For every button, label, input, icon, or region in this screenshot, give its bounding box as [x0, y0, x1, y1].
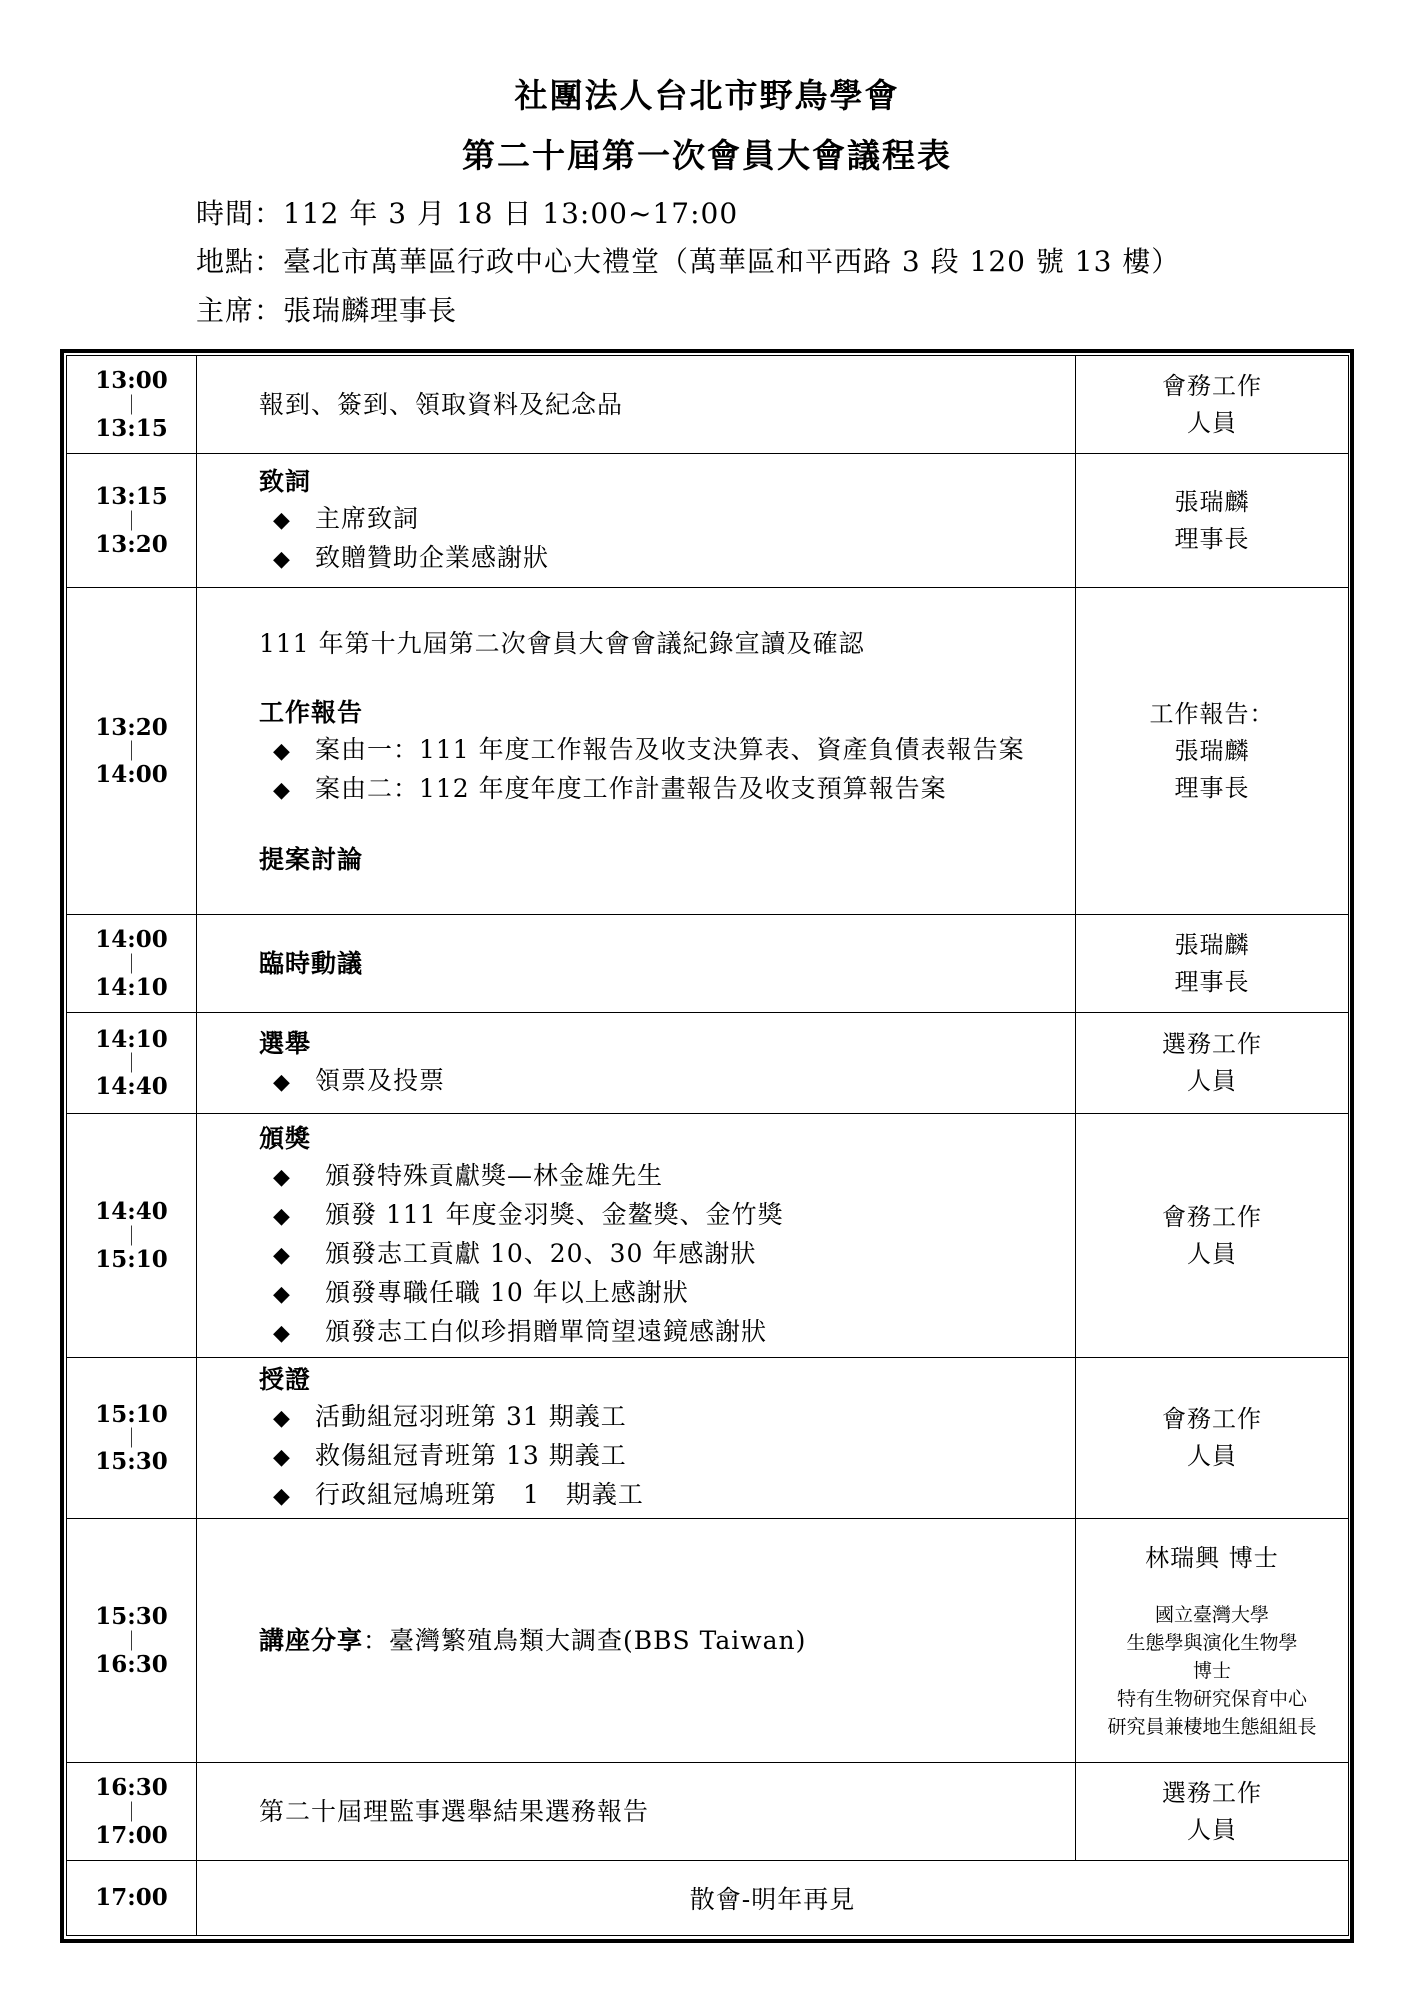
agenda-row [67, 1519, 1349, 1763]
agenda-row [67, 915, 1349, 1013]
list-item: ◆ 救傷組冠青班第 13 期義工 [259, 1437, 1075, 1476]
person-line: 理事長 [1174, 773, 1250, 802]
item-text: 報到、簽到、領取資料及紀念品 [259, 390, 624, 419]
person-line: 張瑞麟 [1174, 736, 1250, 765]
person-line: 工作報告： [1149, 699, 1275, 728]
diamond-bullet-icon: ◆ [273, 508, 291, 533]
time-cell [67, 588, 197, 915]
agenda-row [67, 588, 1349, 915]
time-separator: ｜ [121, 1051, 142, 1075]
start-time: 15:30 [95, 1603, 168, 1631]
end-time: 13:15 [95, 414, 168, 442]
person-cell [1076, 1763, 1349, 1861]
time-separator: ｜ [121, 1426, 142, 1450]
speaker-detail: 國立臺灣大學 [1154, 1604, 1269, 1626]
person-line: 會務工作 [1162, 371, 1262, 400]
item-cell [197, 1114, 1076, 1358]
list-item: ◆ 頒發志工貢獻 10、20、30 年感謝狀 [259, 1235, 1075, 1274]
end-time: 14:00 [95, 761, 168, 788]
speaker-detail: 博士 [1192, 1660, 1231, 1682]
list-item: ◆ 行政組冠鳩班第 1 期義工 [259, 1476, 1075, 1515]
start-time: 13:00 [95, 367, 168, 395]
person-line: 會務工作 [1162, 1202, 1262, 1231]
agenda-row [67, 1114, 1349, 1358]
diamond-bullet-icon: ◆ [273, 1320, 291, 1346]
agenda-row [67, 1358, 1349, 1519]
closing-text: 散會-明年再見 [689, 1885, 856, 1914]
person-line: 人員 [1187, 1442, 1237, 1470]
end-time: 17:00 [95, 1821, 168, 1849]
start-time: 14:00 [95, 926, 168, 954]
diamond-bullet-icon: ◆ [273, 1445, 291, 1470]
person-cell [1076, 1013, 1349, 1114]
list-item: ◆ 頒發志工白似珍捐贈單筒望遠鏡感謝狀 [259, 1313, 1075, 1352]
item-heading: 講座分享 [259, 1626, 364, 1655]
time-cell [67, 454, 197, 588]
agenda-row [67, 1013, 1349, 1114]
person-line: 張瑞麟 [1174, 930, 1250, 959]
start-time: 14:10 [95, 1025, 168, 1053]
time-separator: ｜ [121, 951, 142, 976]
time-cell [67, 1763, 197, 1861]
item-cell [197, 588, 1076, 915]
person-cell [1076, 454, 1349, 588]
time-separator: ｜ [121, 1628, 142, 1653]
closing-cell [197, 1861, 1349, 1936]
agenda-row [67, 1861, 1349, 1936]
speaker-detail: 特有生物研究保育中心 [1116, 1688, 1307, 1710]
item-heading: 臨時動議 [259, 949, 364, 978]
list-item: ◆ 案由二：112 年度年度工作計畫報告及收支預算報告案 [259, 770, 1075, 809]
start-time: 15:10 [95, 1400, 168, 1428]
item-text: 111 年第十九屆第二次會員大會會議紀錄宣讀及確認 [259, 628, 865, 658]
person-cell [1076, 915, 1349, 1013]
time-cell [67, 1114, 197, 1358]
person-line: 人員 [1187, 1815, 1237, 1844]
list-item: ◆ 主席致詞 [259, 500, 1075, 539]
time-separator: ｜ [121, 508, 142, 533]
item-heading: 工作報告 [259, 697, 364, 727]
time-cell [67, 915, 197, 1013]
speaker-detail: 生態學與演化生物學 [1126, 1632, 1298, 1654]
lecture-topic: ：臺灣繁殖鳥類大調查(BBS Taiwan) [363, 1626, 807, 1655]
item-text [259, 1622, 1075, 1659]
end-time: 14:10 [95, 973, 168, 1001]
item-heading: 頒獎 [259, 1123, 312, 1153]
speaker-name: 林瑞興 博士 [1145, 1544, 1279, 1572]
time-cell [67, 356, 197, 454]
diamond-bullet-icon: ◆ [273, 1406, 291, 1431]
list-item: ◆ 頒發 111 年度金羽獎、金鳌獎、金竹獎 [259, 1196, 1075, 1235]
item-heading: 提案討論 [259, 844, 364, 874]
agenda-title: 第二十屆第一次會員大會議程表 [462, 136, 952, 175]
start-time: 13:20 [95, 713, 168, 741]
end-time: 14:40 [95, 1073, 168, 1100]
time-cell [67, 1861, 197, 1936]
agenda-row [67, 356, 1349, 454]
item-cell [197, 454, 1076, 588]
person-line: 選務工作 [1162, 1778, 1262, 1807]
list-item: ◆ 領票及投票 [259, 1062, 1075, 1101]
time-cell [67, 1358, 197, 1519]
speaker-detail: 研究員兼棲地生態組組長 [1107, 1716, 1317, 1738]
list-item: ◆ 活動組冠羽班第 31 期義工 [259, 1398, 1075, 1437]
diamond-bullet-icon: ◆ [273, 1164, 291, 1190]
meeting-chair: 主席：張瑞麟理事長 [196, 294, 458, 327]
meeting-place: 地點：臺北市萬華區行政中心大禮堂（萬華區和平西路 3 段 120 號 13 樓） [196, 245, 1181, 278]
person-line: 選務工作 [1162, 1030, 1262, 1058]
agenda-row [67, 454, 1349, 588]
diamond-bullet-icon: ◆ [273, 1242, 291, 1268]
end-time: 15:10 [95, 1245, 168, 1273]
person-line: 人員 [1187, 1239, 1237, 1268]
item-text: 第二十屆理監事選舉結果選務報告 [259, 1797, 650, 1826]
list-item: ◆ 頒發特殊貢獻獎—林金雄先生 [259, 1157, 1075, 1196]
person-cell [1076, 356, 1349, 454]
item-cell [197, 356, 1076, 454]
item-heading: 致詞 [259, 467, 312, 496]
time-separator: ｜ [121, 1223, 142, 1248]
item-cell [197, 1013, 1076, 1114]
list-item: ◆ 頒發專職任職 10 年以上感謝狀 [259, 1274, 1075, 1313]
item-heading: 授證 [259, 1365, 312, 1394]
diamond-bullet-icon: ◆ [273, 738, 291, 764]
item-cell [197, 1763, 1076, 1861]
time-cell [67, 1013, 197, 1114]
end-time: 16:30 [95, 1650, 168, 1678]
end-time: 15:30 [95, 1448, 168, 1475]
end-time: 13:20 [95, 530, 168, 558]
start-time: 17:00 [95, 1884, 168, 1912]
item-cell [197, 915, 1076, 1013]
person-line: 理事長 [1174, 524, 1250, 553]
agenda-table [66, 355, 1349, 1936]
list-item: ◆ 致贈贊助企業感謝狀 [259, 539, 1075, 578]
org-title: 社團法人台北市野鳥學會 [514, 76, 900, 115]
person-line: 人員 [1187, 1067, 1237, 1095]
item-heading: 選舉 [259, 1029, 312, 1058]
diamond-bullet-icon: ◆ [273, 1070, 291, 1095]
time-cell [67, 1519, 197, 1763]
meeting-time: 時間：112 年 3 月 18 日 13:00~17:00 [196, 197, 739, 230]
diamond-bullet-icon: ◆ [273, 1484, 291, 1509]
person-line: 人員 [1187, 408, 1237, 437]
item-cell [197, 1519, 1076, 1763]
person-cell [1076, 588, 1349, 915]
person-line: 會務工作 [1162, 1405, 1262, 1433]
time-separator: ｜ [121, 1799, 142, 1824]
list-item: ◆ 案由一：111 年度工作報告及收支決算表、資產負債表報告案 [259, 731, 1075, 770]
diamond-bullet-icon: ◆ [273, 547, 291, 572]
person-line: 張瑞麟 [1174, 487, 1250, 516]
person-cell [1076, 1519, 1349, 1763]
start-time: 16:30 [95, 1774, 168, 1802]
person-cell [1076, 1358, 1349, 1519]
diamond-bullet-icon: ◆ [273, 1203, 291, 1229]
person-line: 理事長 [1174, 967, 1250, 996]
diamond-bullet-icon: ◆ [273, 777, 291, 803]
time-separator: ｜ [121, 739, 142, 763]
start-time: 13:15 [95, 483, 168, 511]
diamond-bullet-icon: ◆ [273, 1281, 291, 1307]
start-time: 14:40 [95, 1198, 168, 1226]
time-separator: ｜ [121, 392, 142, 417]
agenda-row [67, 1763, 1349, 1861]
person-cell [1076, 1114, 1349, 1358]
item-cell [197, 1358, 1076, 1519]
